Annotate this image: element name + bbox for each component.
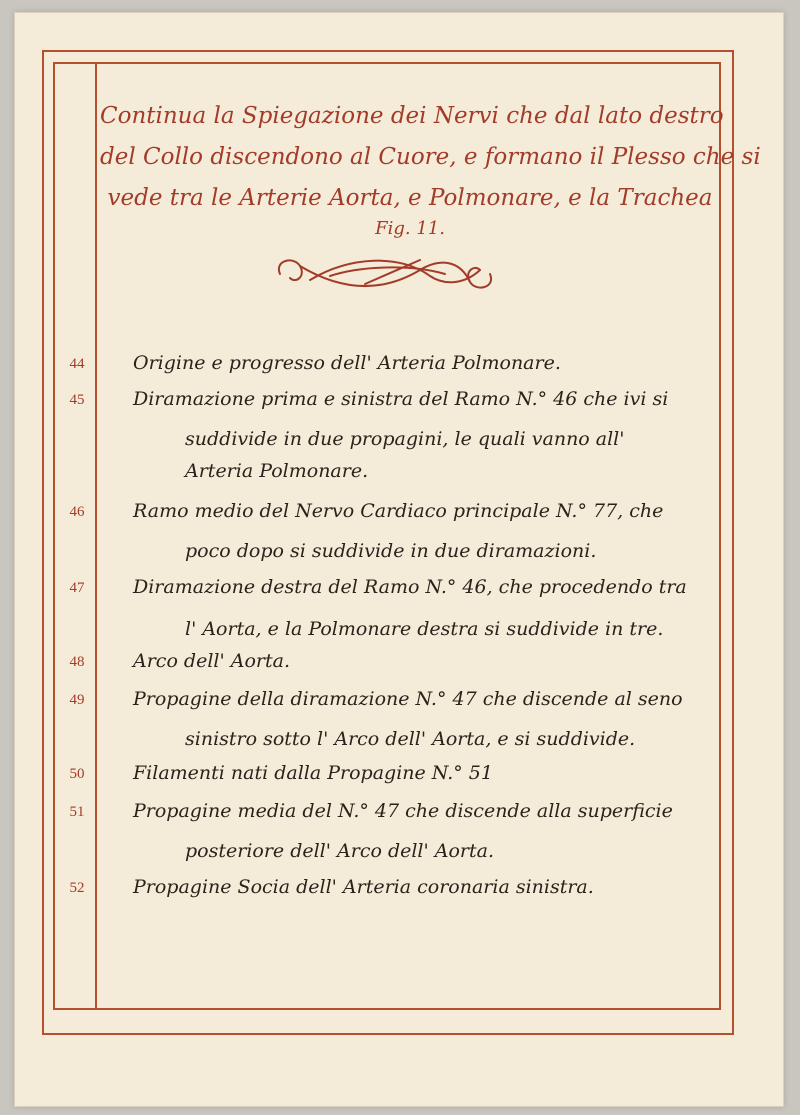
entry-number: 51 (69, 804, 85, 820)
margin-rule (95, 62, 97, 1010)
page-heading (100, 96, 761, 239)
entry-text: Propagine della diramazione N.° 47 che discende al seno (133, 688, 683, 710)
entry-number: 48 (69, 654, 85, 670)
entry-text: Propagine Socia dell' Arteria coronaria sinistra. (133, 876, 594, 898)
entry-text: Diramazione prima e sinistra del Ramo N.° 46 che ivi si (133, 388, 669, 410)
heading-line-1: Continua la Spiegazione dei Nervi che dal lato destro (100, 103, 724, 129)
entry-text: Propagine media del N.° 47 che discende alla superficie (133, 800, 673, 822)
entry-text-continuation: Arteria Polmonare. (185, 460, 369, 482)
entry-number: 44 (69, 356, 85, 372)
entry-text: Arco dell' Aorta. (133, 650, 290, 672)
entry-number: 49 (69, 692, 85, 708)
figure-reference: Fig. 11. (375, 218, 445, 239)
entry-number: 46 (69, 504, 85, 520)
entry-text: Diramazione destra del Ramo N.° 46, che procedendo tra (133, 576, 687, 598)
entry-text-continuation: suddivide in due propagini, le quali vanno all' (185, 428, 625, 450)
entry-number: 47 (69, 580, 85, 596)
entry-text-continuation: posteriore dell' Arco dell' Aorta. (185, 840, 495, 862)
entry-text-continuation: sinistro sotto l' Arco dell' Aorta, e si suddivide. (185, 728, 636, 750)
heading-line-3: vede tra le Arterie Aorta, e Polmonare, e la Trachea (107, 185, 713, 211)
entry-text-continuation: poco dopo si suddivide in due diramazioni. (185, 540, 597, 562)
heading-line-2: del Collo discendono al Cuore, e formano il Plesso che si (100, 144, 761, 170)
calligraphic-flourish-icon (270, 250, 500, 298)
entry-text: Filamenti nati dalla Propagine N.° 51 (133, 762, 493, 784)
entry-number: 50 (69, 766, 85, 782)
entry-number: 45 (69, 392, 85, 408)
entry-text: Origine e progresso dell' Arteria Polmonare. (133, 352, 561, 374)
entry-text: Ramo medio del Nervo Cardiaco principale N.° 77, che (133, 500, 664, 522)
entry-number: 52 (69, 880, 85, 896)
entry-text-continuation: l' Aorta, e la Polmonare destra si suddivide in tre. (185, 618, 664, 640)
